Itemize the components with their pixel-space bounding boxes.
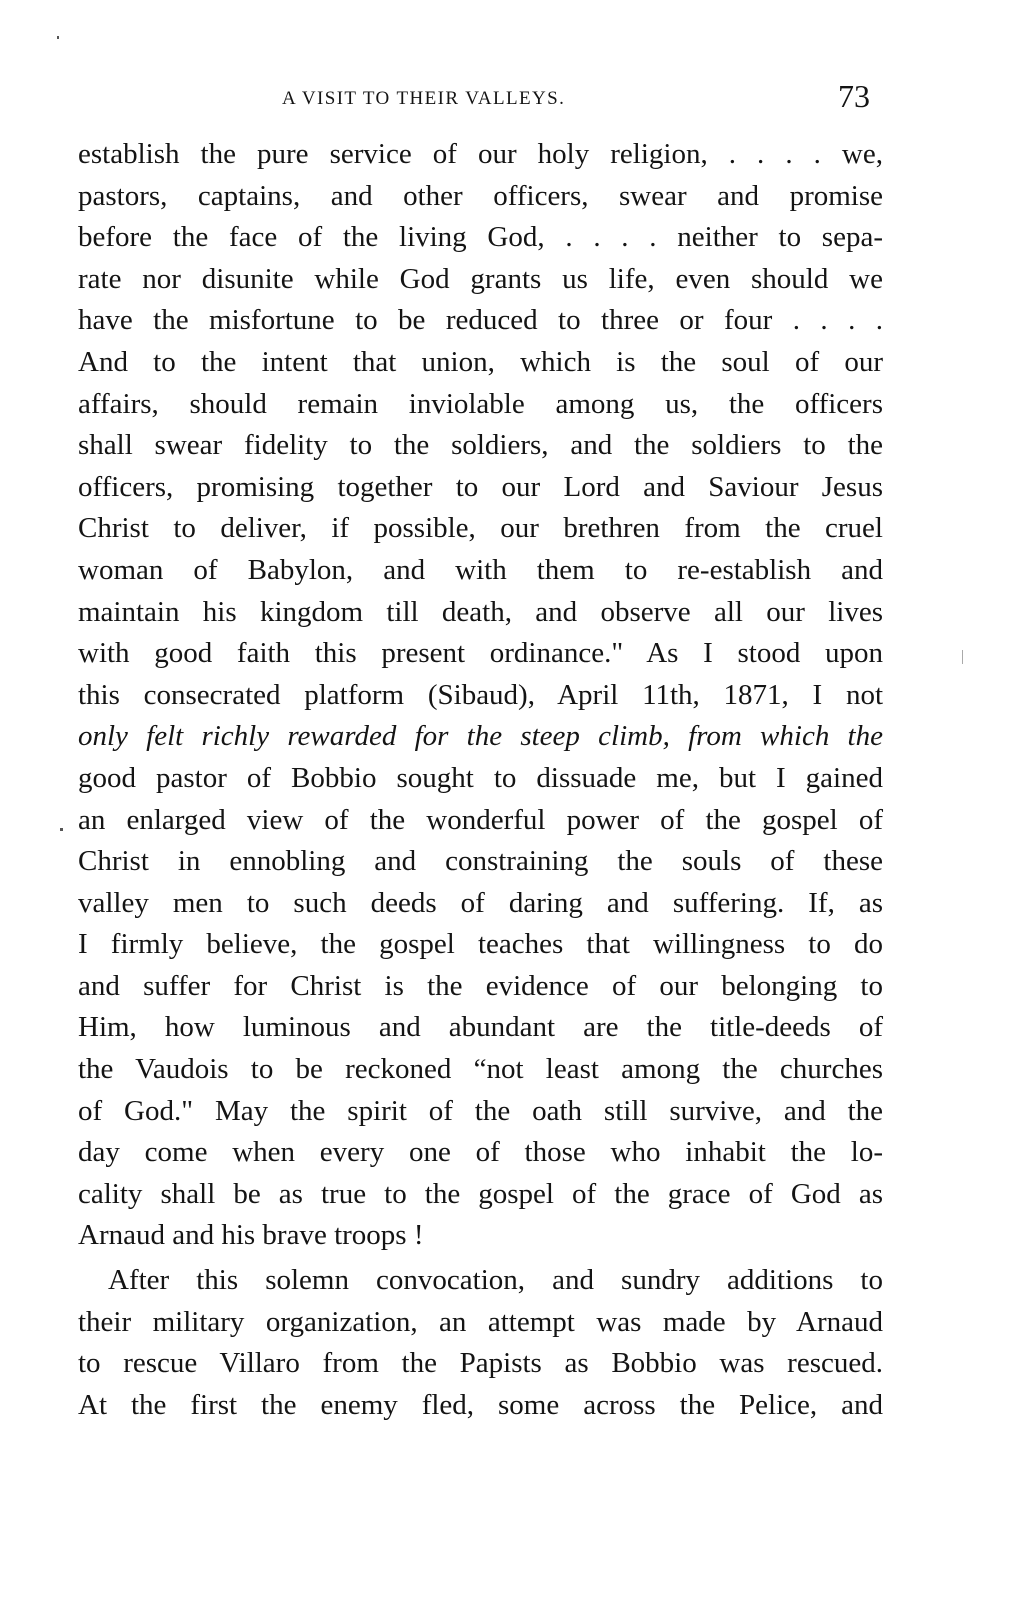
text-line: have the misfortune to be reduced to three or four . . . . xyxy=(78,304,883,337)
text-line: with good faith this present ordinance." As I stood upon xyxy=(78,637,883,670)
scan-speck xyxy=(60,828,63,831)
text-line: and suffer for Christ is the evidence of our belonging to xyxy=(78,969,883,1002)
text-line: Christ to deliver, if possible, our brethren from the cruel xyxy=(78,512,883,545)
text-line: pastors, captains, and other officers, swear and promise xyxy=(78,179,883,212)
text-line: officers, promising together to our Lord and Saviour Jesus xyxy=(78,470,883,503)
body-text xyxy=(78,134,883,1426)
text-line: Christ in ennobling and constraining the souls of these xyxy=(78,845,883,878)
text-line: valley men to such deeds of daring and suffering. If, as xyxy=(78,886,883,919)
text-line: shall swear fidelity to the soldiers, and the soldiers to the xyxy=(78,429,883,462)
text-line: Him, how luminous and abundant are the title-deeds of xyxy=(78,1011,883,1044)
text-line: good pastor of Bobbio sought to dissuade me, but I gained xyxy=(78,761,883,794)
text-line: cality shall be as true to the gospel of the grace of God as xyxy=(78,1177,883,1210)
text-line: I firmly believe, the gospel teaches that willingness to do xyxy=(78,928,883,961)
scan-speck xyxy=(57,36,59,39)
text-line: of God." May the spirit of the oath still survive, and the xyxy=(78,1094,883,1127)
running-title: A VISIT TO THEIR VALLEYS. xyxy=(282,88,566,109)
text-line: maintain his kingdom till death, and observe all our lives xyxy=(78,595,883,628)
text-line: Arnaud and his brave troops ! xyxy=(78,1219,424,1252)
text-line: And to the intent that union, which is the soul of our xyxy=(78,345,883,378)
text-line: At the first the enemy fled, some across the Pelice, and xyxy=(78,1388,883,1421)
page-number: 73 xyxy=(838,78,870,114)
text-line: After this solemn convocation, and sundry additions to xyxy=(108,1264,883,1297)
text-line: affairs, should remain inviolable among us, the officers xyxy=(78,387,883,420)
text-line: this consecrated platform (Sibaud), April 11th, 1871, I not xyxy=(78,678,883,711)
paragraph xyxy=(78,1260,883,1426)
text-line: day come when every one of those who inhabit the lo- xyxy=(78,1136,883,1169)
text-line: the Vaudois to be reckoned “not least among the churches xyxy=(78,1053,883,1086)
text-line: their military organization, an attempt was made by Arnaud xyxy=(78,1305,883,1338)
text-line: an enlarged view of the wonderful power of the gospel of xyxy=(78,803,883,836)
text-line: establish the pure service of our holy religion, . . . . we, xyxy=(78,138,883,170)
text-line: rate nor disunite while God grants us life, even should we xyxy=(78,262,883,295)
scan-speck xyxy=(962,650,963,664)
text-line: woman of Babylon, and with them to re-establish and xyxy=(78,553,883,586)
text-line: to rescue Villaro from the Papists as Bobbio was rescued. xyxy=(78,1347,883,1380)
text-line: before the face of the living God, . . . . neither to sepa- xyxy=(78,221,883,254)
paragraph xyxy=(78,134,883,1257)
text-line-italic: only felt richly rewarded for the steep climb, from which the xyxy=(78,720,883,753)
